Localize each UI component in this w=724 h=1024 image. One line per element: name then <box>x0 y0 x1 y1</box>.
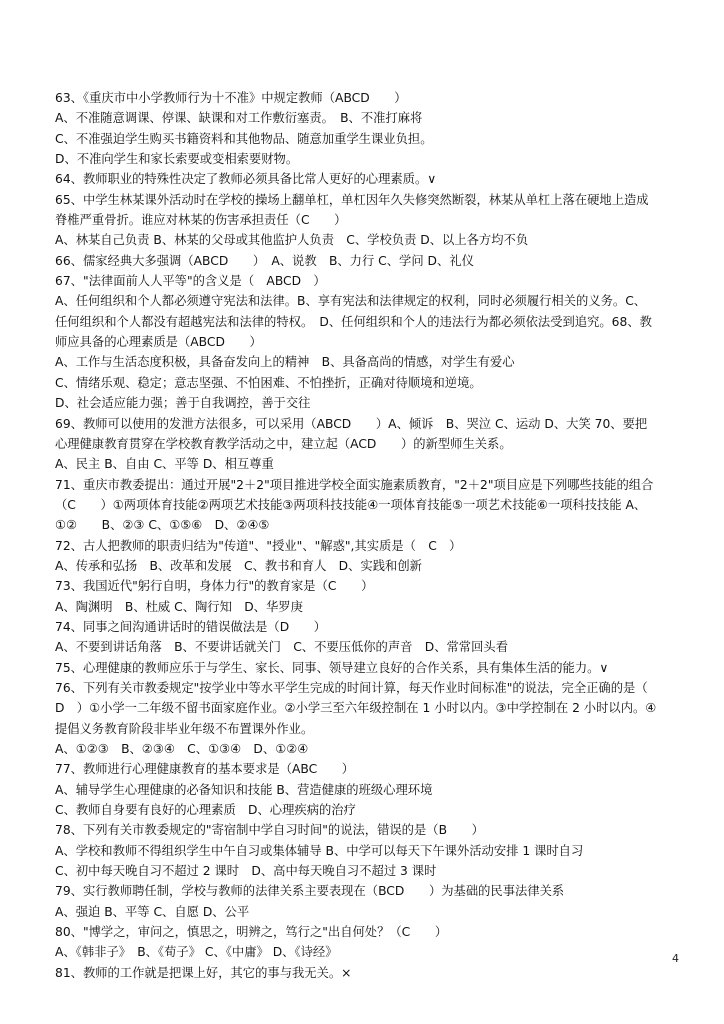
text-line: 脊椎严重骨折。谁应对林某的伤害承担责任（C ） <box>55 213 347 228</box>
text-line: 76、下列有关市教委规定"按学业中等水平学生完成的时间计算，每天作业时间标准"的说法，完全正确的是（ <box>55 680 648 695</box>
text-line: A、①②③ B、②③④ C、①③④ D、①②④ <box>55 742 309 756</box>
text-line: 80、"博学之，审问之，慎思之，明辨之，笃行之"出自何处？（C ） <box>55 925 448 940</box>
text-line: D、不准向学生和家长索要或变相索要财物。 <box>55 152 299 167</box>
text-line: 74、同事之间沟通讲话时的错误做法是（D ） <box>55 619 327 634</box>
text-line: A、任何组织和个人都必须遵守宪法和法律。B、享有宪法和法律规定的权利，同时必须履行相关的义务。C、 <box>55 294 647 309</box>
text-line: A、学校和教师不得组织学生中午自习或集体辅导 B、中学可以每天下午课外活动安排 1 课时自习 <box>55 843 584 858</box>
text-line: 72、古人把教师的职责归结为"传道"、"授业"、"解惑",其实质是（ C ） <box>55 538 462 553</box>
text-line: 任何组织和个人都没有超越宪法和法律的特权。 D、任何组织和个人的违法行为都必须依法受到追究。68、教 <box>55 314 652 329</box>
text-line: A、辅导学生心理健康的必备知识和技能 B、营造健康的班级心理环境 <box>55 782 433 797</box>
text-line: C、教师自身要有良好的心理素质 D、心理疾病的治疗 <box>55 803 356 818</box>
text-line: 66、儒家经典大多强调（ABCD ） A、说教 B、力行 C、学问 D、礼仪 <box>55 253 474 268</box>
text-line: 69、教师可以使用的发泄方法很多，可以采用（ABCD ）A、倾诉 B、哭泣 C、运动 D、大笑 70、要把 <box>55 416 648 431</box>
text-line: C、不准强迫学生购买书籍资料和其他物品、随意加重学生课业负担。 <box>55 131 433 146</box>
text-line: 79、实行教师聘任制，学校与教师的法律关系主要表现在（BCD ）为基础的民事法律关系 <box>55 884 565 899</box>
text-line: 63、《重庆市中小学教师行为十不准》中规定教师（ABCD ） <box>55 91 407 105</box>
text-line: 73、我国近代"躬行自明，身体力行"的教育家是（C ） <box>55 579 374 594</box>
text-line: 心理健康教育贯穿在学校教育教学活动之中，建立起（ACD ）的新型师生关系。 <box>55 436 512 451</box>
text-line: 65、中学生林某课外活动时在学校的操场上翻单杠，单杠因年久失修突然断裂，林某从单杠上落在硬地上造成 <box>55 192 649 207</box>
text-line: 77、教师进行心理健康教育的基本要求是（ABC ） <box>55 762 355 777</box>
text-line: A、强迫 B、平等 C、自愿 D、公平 <box>55 904 250 919</box>
document-body <box>55 88 687 983</box>
text-line: A、《韩非子》 B、《荀子》 C、《中庸》 D、《诗经》 <box>55 945 338 960</box>
text-line: （C ）①两项体育技能②两项艺术技能③两项科技技能④一项体育技能⑤一项艺术技能⑥一项科技技能 A、 <box>55 497 647 512</box>
text-line: A、陶渊明 B、杜威 C、陶行知 D、华罗庚 <box>55 599 303 614</box>
text-line: C、情绪乐观、稳定；意志坚强、不怕困难、不怕挫折，正确对待顺境和逆境。 <box>55 375 482 390</box>
text-line: A、林某自己负责 B、林某的父母或其他监护人负责 C、学校负责 D、以上各方均不负 <box>55 233 529 248</box>
text-line: C、初中每天晚自习不超过 2 课时 D、高中每天晚自习不超过 3 课时 <box>55 864 437 879</box>
text-line: D ）①小学一二年级不留书面家庭作业。②小学三至六年级控制在 1 小时以内。③中学控制在 2 小时以内。④ <box>55 701 657 716</box>
text-line: A、不要到讲话角落 B、不要讲话就关门 C、不要压低你的声音 D、常常回头看 <box>55 640 508 655</box>
text-line: A、民主 B、自由 C、平等 D、相互尊重 <box>55 457 274 472</box>
text-line: A、工作与生活态度积极，具备奋发向上的精神 B、具备高尚的情感，对学生有爱心 <box>55 355 515 370</box>
text-line: 71、重庆市教委提出：通过开展"2＋2"项目推进学校全面实施素质教育，"2＋2"项目应是下列哪些技能的组合 <box>55 477 654 492</box>
text-line: A、不准随意调课、停课、缺课和对工作敷衍塞责。 B、不准打麻将 <box>55 111 423 126</box>
text-line: 78、下列有关市教委规定的"寄宿制中学自习时间"的说法，错误的是（B ） <box>55 823 484 838</box>
text-line: ①② B、②③ C、①⑤⑥ D、②④⑤ <box>55 518 270 533</box>
text-line: 64、教师职业的特殊性决定了教师必须具备比常人更好的心理素质。∨ <box>55 172 437 187</box>
text-line: 81、教师的工作就是把课上好，其它的事与我无关。× <box>55 965 352 980</box>
page-number: 4 <box>672 952 679 965</box>
text-line: 师应具备的心理素质是（ABCD ） <box>55 335 262 350</box>
text-line: 提倡义务教育阶段非毕业年级不布置课外作业。 <box>55 721 314 736</box>
text-line: D、社会适应能力强；善于自我调控，善于交往 <box>55 396 311 411</box>
text-line: 67、"法律面前人人平等"的含义是（ ABCD ） <box>55 274 326 289</box>
text-line: 75、心理健康的教师应乐于与学生、家长、同事、领导建立良好的合作关系，具有集体生活的能力。∨ <box>55 660 609 675</box>
text-line: A、传承和弘扬 B、改革和发展 C、教书和育人 D、实践和创新 <box>55 558 422 573</box>
